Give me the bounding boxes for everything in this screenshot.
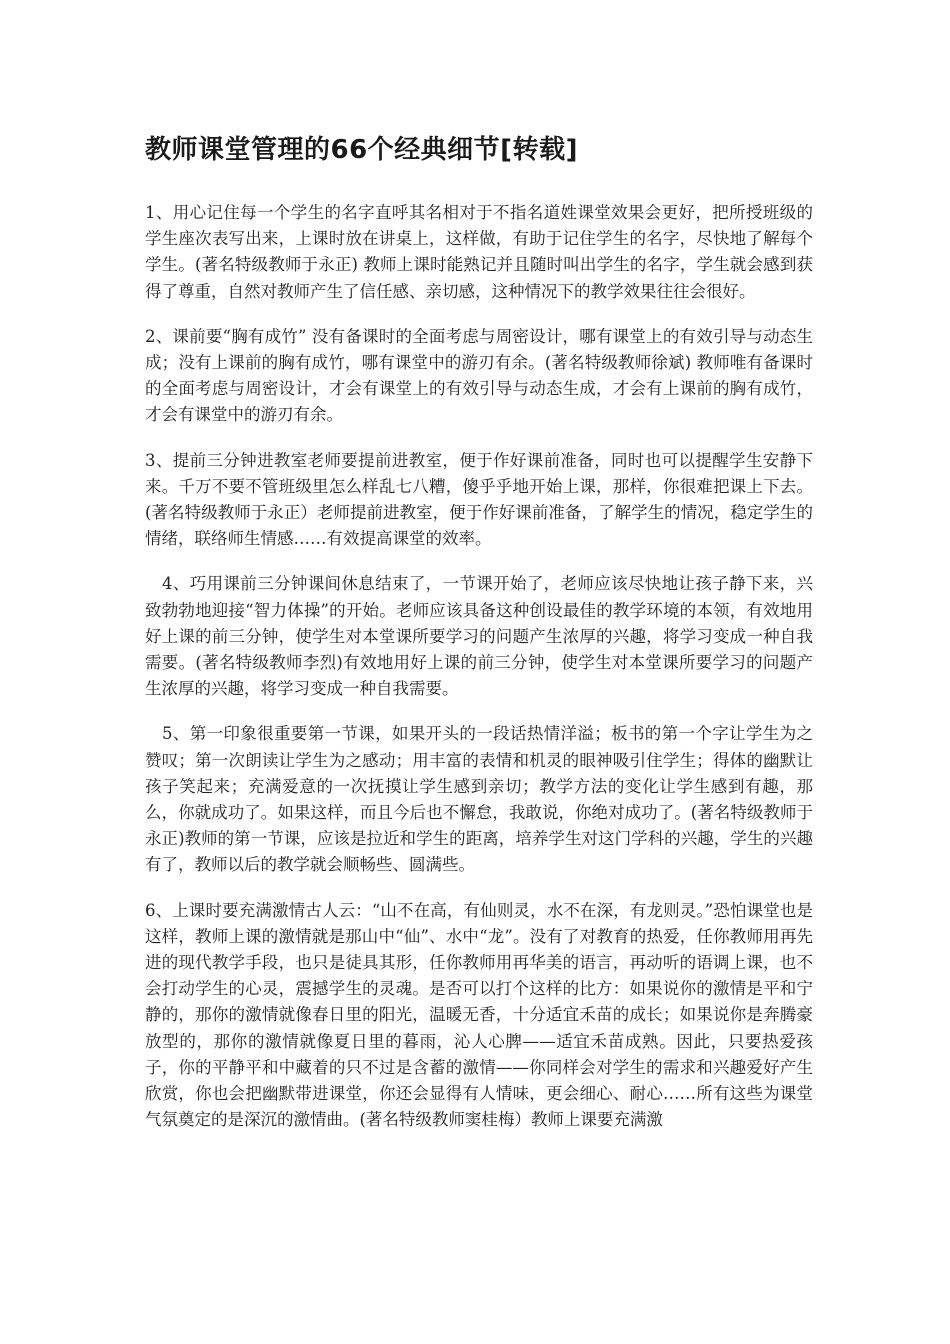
paragraph-1: 1、用心记住每一个学生的名字直呼其名相对于不指名道姓课堂效果会更好，把所授班级的学生座次表写出来，上课时放在讲桌上，这样做，有助于记住学生的名字，尽快地了解每个学生。(著名特级教师于永正) 教师上课时能熟记并且随时叫出学生的名字，学生就会感到获得了尊重，自然对教师产生了信任感、亲切感，这种情况下的教学效果往往会很好。 xyxy=(145,203,813,301)
document-title: 教师课堂管理的66个经典细节[转载] xyxy=(145,135,578,165)
paragraph-3: 3、提前三分钟进教室老师要提前进教室，便于作好课前准备，同时也可以提醒学生安静下来。千万不要不管班级里怎么样乱七八糟，傻乎乎地开始上课，那样，你很难把课上下去。(著名特级教师于永正）老师提前进教室，便于作好课前准备，了解学生的情况，稳定学生的情绪，联络师生情感……有效提高课堂的效率。 xyxy=(145,450,813,549)
paragraph-4: 4、巧用课前三分钟课间休息结束了，一节课开始了，老师应该尽快地让孩子静下来，兴致勃勃地迎接“智力体操”的开始。老师应该具备这种创设最佳的教学环境的本领，有效地用好上课的前三分钟，使学生对本堂课所要学习的问题产生浓厚的兴趣，将学习变成一种自我需要。(著名特级教师李烈)有效地用好上课的前三分钟，使学生对本堂课所要学习的问题产生浓厚的兴趣，将学习变成一种自我需要。 xyxy=(145,574,813,699)
document-body xyxy=(145,200,813,1153)
paragraph-6: 6、上课时要充满激情古人云：“山不在高，有仙则灵，水不在深，有龙则灵。”恐怕课堂也是这样，教师上课的激情就是那山中“仙”、水中“龙”。没有了对教育的热爱，任你教师用再先进的现代教学手段，也只是徒具其形，任你教师用再华美的语言，再动听的语调上课，也不会打动学生的心灵，震撼学生的灵魂。是否可以打个这样的比方：如果说你的激情是平和宁静的，那你的激情就像春日里的阳光，温暖无香，十分适宜禾苗的成长；如果说你是奔腾豪放型的，那你的激情就像夏日里的暮雨，沁人心脾——适宜禾苗成熟。因此，只要热爱孩子，你的平静平和中藏着的只不过是含蓄的激情——你同样会对学生的需求和兴趣爱好产生欣赏，你也会把幽默带进课堂，你还会显得有人情味，更会细心、耐心……所有这些为课堂气氛奠定的是深沉的激情曲。(著名特级教师窦桂梅）教师上课要充满激 xyxy=(145,900,813,1130)
paragraph-5: 5、第一印象很重要第一节课，如果开头的一段话热情洋溢；板书的第一个字让学生为之赞叹；第一次朗读让学生为之感动；用丰富的表情和机灵的眼神吸引住学生；得体的幽默让孩子笑起来；充满爱意的一次抚摸让学生感到亲切；教学方法的变化让学生感到有趣，那么，你就成功了。如果这样，而且今后也不懈怠，我敢说，你绝对成功了。(著名特级教师于永正)教师的第一节课，应该是拉近和学生的距离，培养学生对这门学科的兴趣，学生的兴趣有了，教师以后的教学就会顺畅些、圆满些。 xyxy=(145,724,813,875)
paragraph-2: 2、课前要“胸有成竹” 没有备课时的全面考虑与周密设计，哪有课堂上的有效引导与动态生成；没有上课前的胸有成竹，哪有课堂中的游刃有余。(著名特级教师徐斌) 教师唯有备课时的全面考虑与周密设计，才会有课堂上的有效引导与动态生成，才会有上课前的胸有成竹，才会有课堂中的游刃有余。 xyxy=(145,326,813,425)
